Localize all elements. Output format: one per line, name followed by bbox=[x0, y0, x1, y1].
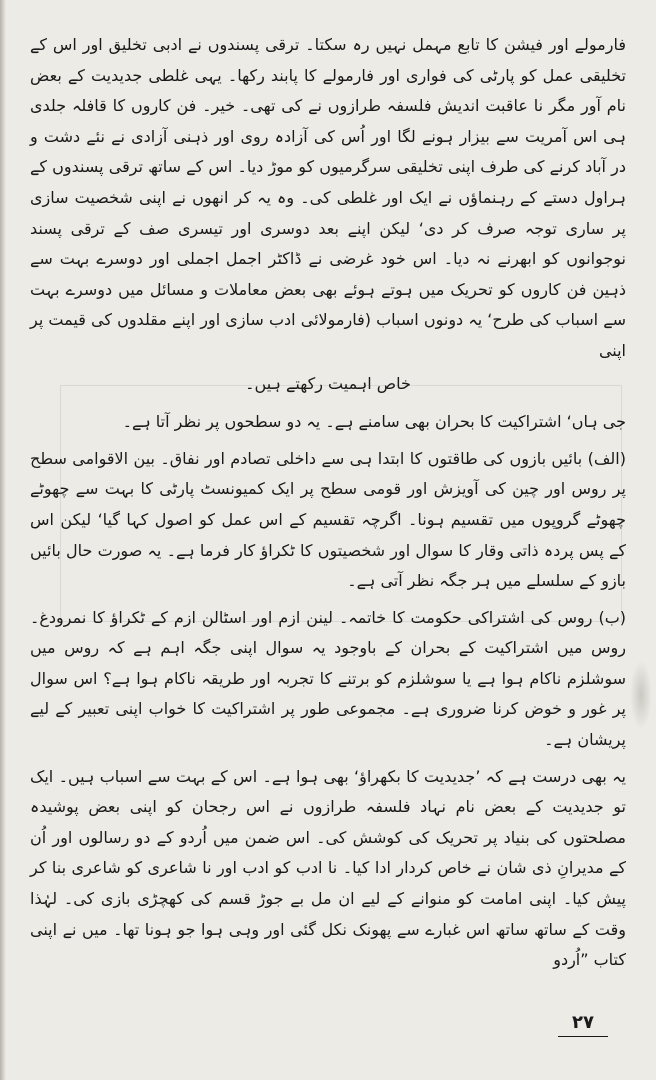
paragraph-intro: فارمولے اور فیشن کا تابع مہمل نہیں رہ سکتا۔ ترقی پسندوں نے ادبی تخلیق اور اس کے تخلیقی عمل کو پارٹی کی فواری اور فارمولے کا پابند رکھا۔ یہی غلطی جدیدیت کے بعض نام آور مگر نا عاقبت اندیش فلسفہ طرازوں نے کی تھی۔ خیر۔ فن کاروں کا قافلہ جلدی ہی اس آمریت سے بیزار ہونے لگا اور اُس کی آزادہ روی اور ذہنی آزادی نے نئے دشت و در آباد کرنے کی طرف اپنی تخلیقی سرگرمیوں کو موڑ دیا۔ اس کے ساتھ ترقی پسندوں کے ہراول دستے کے رہنماؤں نے ایک اور غلطی کی۔ وہ یہ کر انھوں نے اپنی شخصیت سازی پر ساری توجہ صرف کر دی‘ لیکن اپنے بعد دوسری اور تیسری صف کے ترقی پسند نوجوانوں کو ابھرنے نہ دیا۔ اس خود غرضی نے ڈاکٹر اجمل اجملی اور دوسرے بہت سے ذہین فن کاروں کو تحریک میں ہوتے ہوئے بھی بعض معاملات و مسائل میں دوسرے بہت سے اسباب کی طرح‘ یہ دونوں اسباب (فارمولائی ادب سازی اور اپنے مقلدوں کی قیمت پر اپنی bbox=[30, 35, 626, 360]
page-smudge bbox=[630, 660, 652, 730]
paragraph-crisis: جی ہاں‘ اشتراکیت کا بحران بھی سامنے ہے۔ یہ دو سطحوں پر نظر آتا ہے۔ bbox=[122, 412, 626, 432]
page-number: ۲۷ bbox=[558, 1010, 608, 1037]
body-text bbox=[30, 30, 626, 976]
paragraph-alif: (الف) بائیں بازوں کی طاقتوں کا ابتدا ہی سے داخلی تصادم اور نفاق۔ بین الاقوامی سطح پر روس اور چین کی آویزش اور قومی سطح پر ایک کمیونسٹ پارٹی کا بہت سے چھوٹے چھوٹے گروپوں میں تقسیم ہونا۔ اگرچہ تقسیم کے اس عمل کو اصول کہا گیا‘ لیکن اس کے پس پردہ ذاتی وقار کا سوال اور شخصیتوں کا ٹکراؤ کار فرما ہے۔ یہ صورت حال بائیں بازو کے سلسلے میں ہر جگہ نظر آتی ہے۔ bbox=[30, 448, 626, 591]
paragraph-modernism: یہ بھی درست ہے کہ ’جدیدیت کا بکھراؤ‘ بھی ہوا ہے۔ اس کے بہت سے اسباب ہیں۔ ایک تو جدیدیت کے بعض نام نہاد فلسفہ طرازوں نے اس رجحان کو اپنی بعض پوشیدہ مصلحتوں کی بنیاد پر تحریک کی کوشش کی۔ اس ضمن میں اُردو کے دو رسالوں اور اُن کے مدیرانِ ذی شان نے خاص کردار ادا کیا۔ نا ادب کو ادب اور نا شاعری کو شاعری بنا کر پیش کیا۔ اپنی امامت کو منوانے کے لیے ان مل بے جوڑ قسم کی کھچڑی بازی کی۔ لہٰذا وقت کے ساتھ ساتھ اس غبارے سے پھونک نکل گئی اور وہی ہوا جو ہونا تھا۔ میں نے اپنی کتاب ”اُردو bbox=[30, 766, 626, 970]
centered-line: خاص اہمیت رکھتے ہیں۔ bbox=[245, 373, 411, 393]
page-binding-shadow bbox=[0, 0, 6, 1080]
paragraph-bay: (ب) روس کی اشتراکی حکومت کا خاتمہ۔ لینن ازم اور اسٹالن ازم کے ٹکراؤ کا نمرودغ۔ روس میں اشتراکیت کے بحران کے باوجود یہ سوال اپنی جگہ اہم ہے کہ روس میں سوشلزم ناکام ہوا ہے یا سوشلزم کو برتنے کا تجربہ اور طریقہ ناکام ہوا ہے؟ اس سوال پر غور و خوض کرنا ضروری ہے۔ مجموعی طور پر اشتراکیت کا خواب اپنی تعبیر کے لیے پریشان ہے۔ bbox=[30, 607, 626, 750]
